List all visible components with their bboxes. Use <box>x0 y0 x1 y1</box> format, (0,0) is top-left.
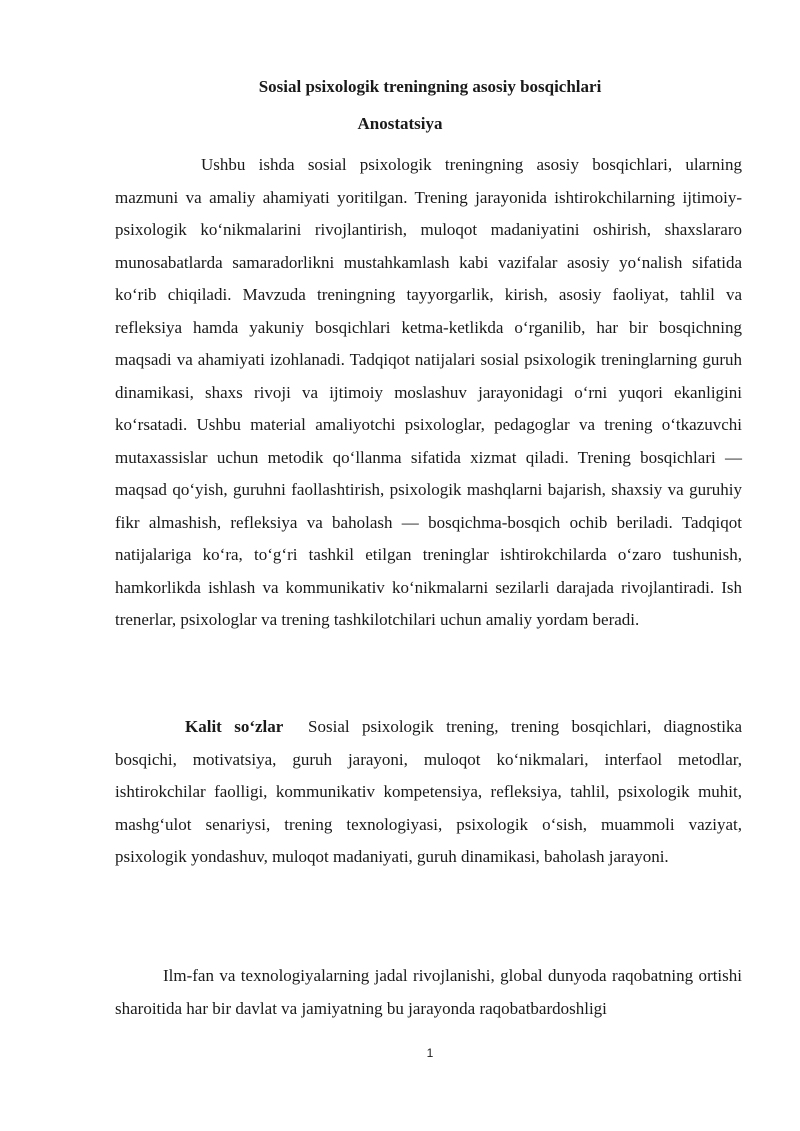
document-title: Sosial psixologik treningning asosiy bosqichlari <box>258 77 602 96</box>
keywords-label: Kalit so‘zlar <box>185 717 284 736</box>
document-author: Anostatsiya <box>357 114 443 133</box>
keywords-paragraph <box>115 711 742 874</box>
page-number: 1 <box>426 1046 434 1060</box>
intro-paragraph: Ilm-fan va texnologiyalarning jadal rivojlanishi, global dunyoda raqobatning ortishi sharoitida har bir davlat va jamiyatning bu jarayonda raqobatbardoshligi <box>115 966 742 1018</box>
keywords-text: Sosial psixologik trening, trening bosqichlari, diagnostika bosqichi, motivatsiya, guruh jarayoni, muloqot ko‘nikmalari, interfaol metodlar, ishtirokchilar faolligi, kommunikativ kompetensiya, refleksiya, tahlil, psixologik muhit, mashg‘ulot senariysi, trening texnologiyasi, psixologik o‘sish, muammoli vaziyat, psixologik yondashuv, muloqot madaniyati, guruh dinamikasi, baholash jarayoni. <box>115 717 742 866</box>
abstract-paragraph: Ushbu ishda sosial psixologik treningning asosiy bosqichlari, ularning mazmuni va amaliy ahamiyati yoritilgan. Trening jarayonida ishtirokchilarning ijtimoiy-psixologik ko‘nikmalarini rivojlantirish, muloqot madaniyatini oshirish, shaxslararo munosabatlarda samaradorlikni mustahkamlash kabi vazifalar asosiy yo‘nalish sifatida ko‘rib chiqiladi. Mavzuda treningning tayyorgarlik, kirish, asosiy faoliyat, tahlil va refleksiya hamda yakuniy bosqichlari ketma-ketlikda o‘rganilib, har bir bosqichning maqsadi va ahamiyati izohlanadi. Tadqiqot natijalari sosial psixologik treninglarning guruh dinamikasi, shaxs rivoji va ijtimoiy moslashuv jarayonidagi o‘rni yuqori ekanligini ko‘rsatadi. Ushbu material amaliyotchi psixologlar, pedagoglar va trening o‘tkazuvchi mutaxassislar uchun metodik qo‘llanma sifatida xizmat qiladi. Trening bosqichlari — maqsad qo‘yish, guruhni faollashtirish, psixologik mashqlarni bajarish, shaxsiy va guruhiy fikr almashish, refleksiya va baholash — bosqichma-bosqich ochib beriladi. Tadqiqot natijalariga ko‘ra, to‘g‘ri tashkil etilgan treninglar ishtirokchilarda o‘zaro tushunish, hamkorlikda ishlash va kommunikativ ko‘nikmalarni sezilarli darajada rivojlantiradi. Ish trenerlar, psixologlar va trening tashkilotchilari uchun amaliy yordam beradi. <box>115 155 742 629</box>
